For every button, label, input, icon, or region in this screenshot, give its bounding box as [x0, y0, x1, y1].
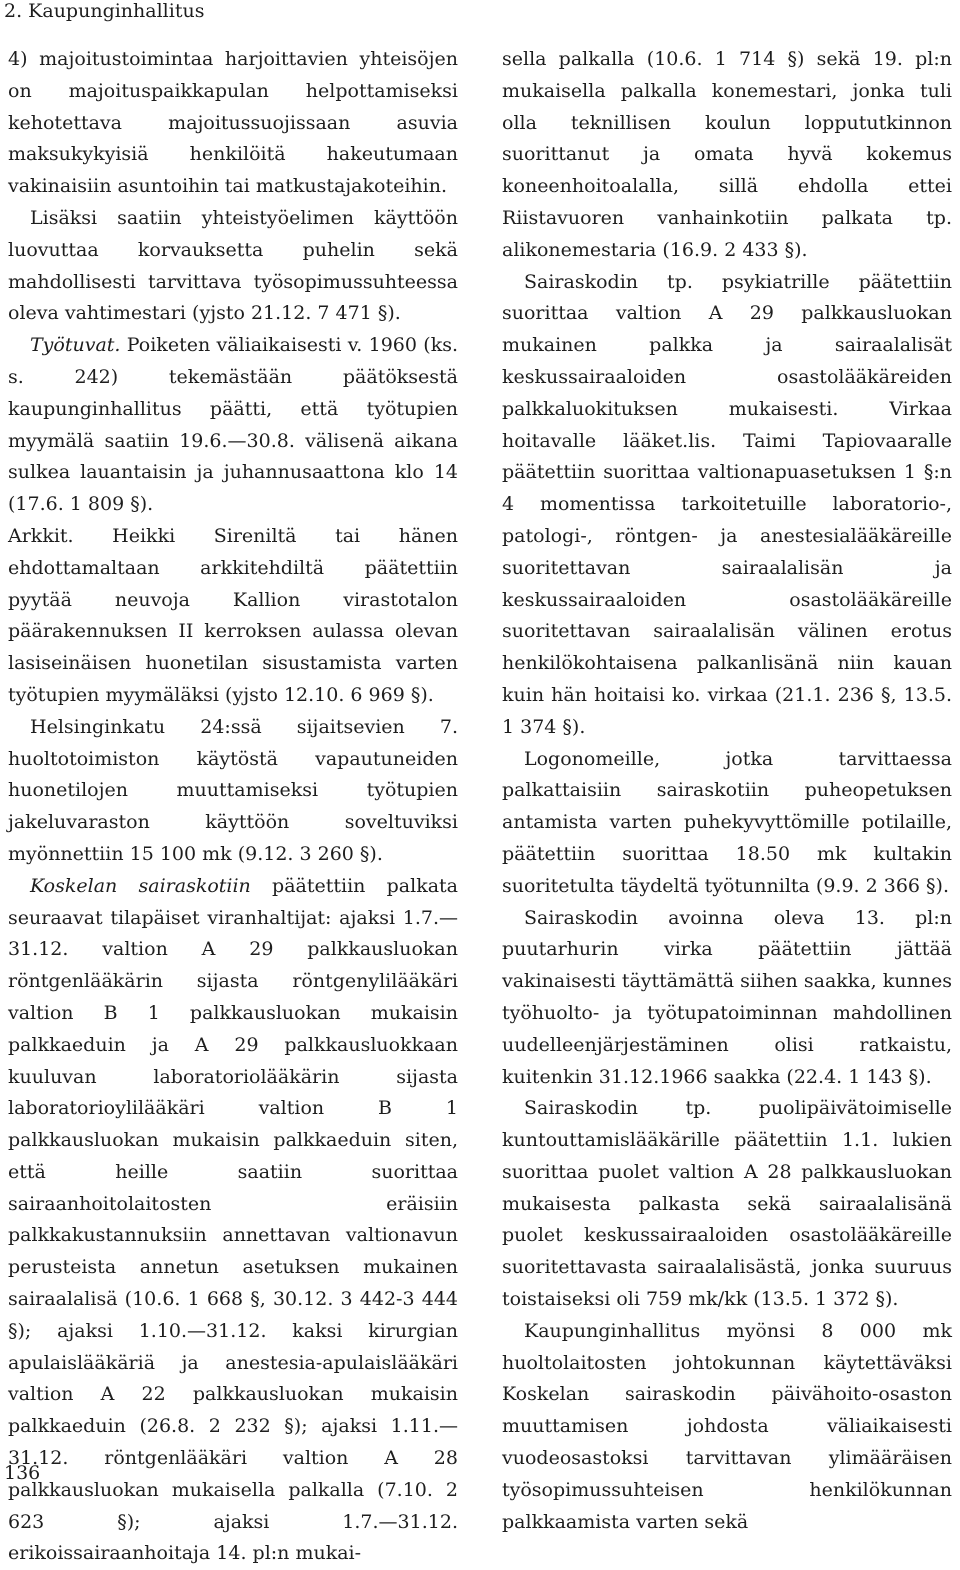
section-text: Poiketen väliaikaisesti v. 1960 (ks. s. 242) tekemästään päätöksestä kaupunginhallitus päätti, että työtupien myymälä saatiin 19.6.—30.8. välisenä aikana sulkea lauantaisin ja juhannusaattona klo 14 (17.6. 1 809 §).: [8, 334, 458, 516]
paragraph-helsinginkatu: Helsinginkatu 24:ssä sijaitsevien 7. huoltotoimiston käytöstä vapautuneiden huonetilojen muuttamiseksi työtupien jakeluvaraston käyttöön soveltuviksi myönnettiin 15 100 mk (9.12. 3 260 §).: [8, 715, 458, 865]
section-lead: Koskelan sairaskotiin: [30, 874, 251, 897]
paragraph-logonomists: Logonomeille, jotka tarvittaessa palkattaisiin sairaskotiin puheopetuksen antamista varten puhekyvyttömille potilaille, päätettiin suorittaa 18.50 mk kultakin suoritetulta täydeltä työtunnilta (9.9. 2 366 §).: [502, 747, 952, 897]
paragraph-rehabilitation: Sairaskodin tp. puolipäivätoimiselle kuntouttamislääkärille päätettiin 1.1. lukien suorittaa puolet valtion A 28 palkkausluokan mukaisesta palkasta sekä sairaalalisänä puolet keskussairaaloiden osastolääkäreille suoritettavasta sairaalalisästä, jonka suuruus toistaiseksi oli 759 mk/kk (13.5. 1 372 §).: [502, 1097, 952, 1311]
running-header: 2. Kaupunginhallitus: [4, 0, 205, 22]
right-column: [502, 44, 952, 1538]
paragraph-grant: Kaupunginhallitus myönsi 8 000 mk huoltolaitosten johtokunnan käytettäväksi Koskelan sairaskodin päivähoito-osaston muuttamisen johdosta väliaikaisesti vuodeosastoksi tarvittavan ylimääräisen työsopimussuhteisen henkilökunnan palkkaamista varten sekä: [502, 1319, 952, 1533]
paragraph-gardener: Sairaskodin avoinna oleva 13. pl:n puutarhurin virka päätettiin jättää vakinaisesti täyttämättä siihen saakka, kunnes työhuolto- ja työtupatoiminnan mahdollinen uudelleenjärjestäminen olisi ratkaistu, kuitenkin 31.12.1966 saakka (22.4. 1 143 §).: [502, 906, 952, 1088]
paragraph-architect: Arkkit. Heikki Sireniltä tai hänen ehdottamaltaan arkkitehdiltä päätettiin pyytää neuvoja Kallion virastotalon päärakennuksen II kerroksen aulassa olevan lasiseinäisen huonetilan sisustamista varten työtupien myymäläksi (yjsto 12.10. 6 969 §).: [8, 524, 458, 706]
page-number: 136: [4, 1462, 41, 1484]
paragraph-accommodation: 4) majoitustoimintaa harjoittavien yhteisöjen on majoituspaikkapulan helpottamiseksi kehotettava majoitussuojissaan asuvia maksukykyisiä henkilöitä hakeutumaan vakinaisiin asuntoihin tai matkustajakoteihin.: [8, 48, 458, 198]
left-column: [8, 44, 458, 1570]
paragraph-workshops: [8, 330, 458, 521]
section-lead: Työtuvat.: [30, 334, 121, 357]
paragraph-psychiatrist: Sairaskodin tp. psykiatrille päätettiin suorittaa valtion A 29 palkkausluokan mukainen palkka ja sairaalalisät keskussairaaloiden osastolääkäreiden palkkaluokituksen mukaisesti. Virkaa hoitavalle lääket.lis. Taimi Tapiovaaralle päätettiin suorittaa valtionapuasetuksen 1 §:n 4 momentissa tarkoitetuille laboratorio-, patologi-, röntgen- ja anestesialääkäreille suoritettavan sairaalalisän ja keskussairaaloiden osastolääkäreille suoritettavan sairaalalisän välinen erotus henkilökohtaisena palkanlisänä niin kauan kuin hän hoitaisi ko. virkaa (21.1. 236 §, 13.5. 1 374 §).: [502, 270, 952, 738]
section-text: päätettiin palkata seuraavat tilapäiset viranhaltijat: ajaksi 1.7.—31.12. valtion A 29 palkkausluokan röntgenlääkärin sijasta röntgenylilääkäri valtion B 1 palkkausluokan mukaisin palkkaeduin ja A 29 palkkausluokkaan kuuluvan laboratoriolääkärin sijasta laboratorioylilääkäri valtion B 1 palkkausluokan mukaisin palkkaeduin siten, että heille saatiin suorittaa sairaanhoitolaitosten eräisiin palkkakustannuksiin annettavan valtionavun perusteista annetun asetuksen mukainen sairaalalisä (10.6. 1 668 §, 30.12. 3 442-3 444 §); ajaksi 1.10.—31.12. kaksi kirurgian apulaislääkäriä ja anestesia-apulaislääkäri valtion A 22 palkkausluokan mukaisin palkkaeduin (26.8. 2 232 §); ajaksi 1.11.—31.12. röntgenlääkäri valtion A 28 palkkausluokan mukaisella palkalla (7.10. 2 623 §); ajaksi 1.7.—31.12. erikoissairaanhoitaja 14. pl:n mukai-: [8, 874, 459, 1565]
paragraph-continuation: sella palkalla (10.6. 1 714 §) sekä 19. pl:n mukaisella palkalla konemestari, jonka tuli olla teknillisen koulun loppututkinnon suorittanut ja omata hyvä kokemus koneenhoitoalalla, sillä ehdolla ettei Riistavuoren vanhainkotiin palkata tp. alikonemestaria (16.9. 2 433 §).: [502, 48, 952, 261]
paragraph-koskela: [8, 871, 458, 1570]
paragraph-cooperation: Lisäksi saatiin yhteistyöelimen käyttöön luovuttaa korvauksetta puhelin sekä mahdollisesti tarvittava työsopimussuhteessa oleva vahtimestari (yjsto 21.12. 7 471 §).: [8, 206, 458, 325]
